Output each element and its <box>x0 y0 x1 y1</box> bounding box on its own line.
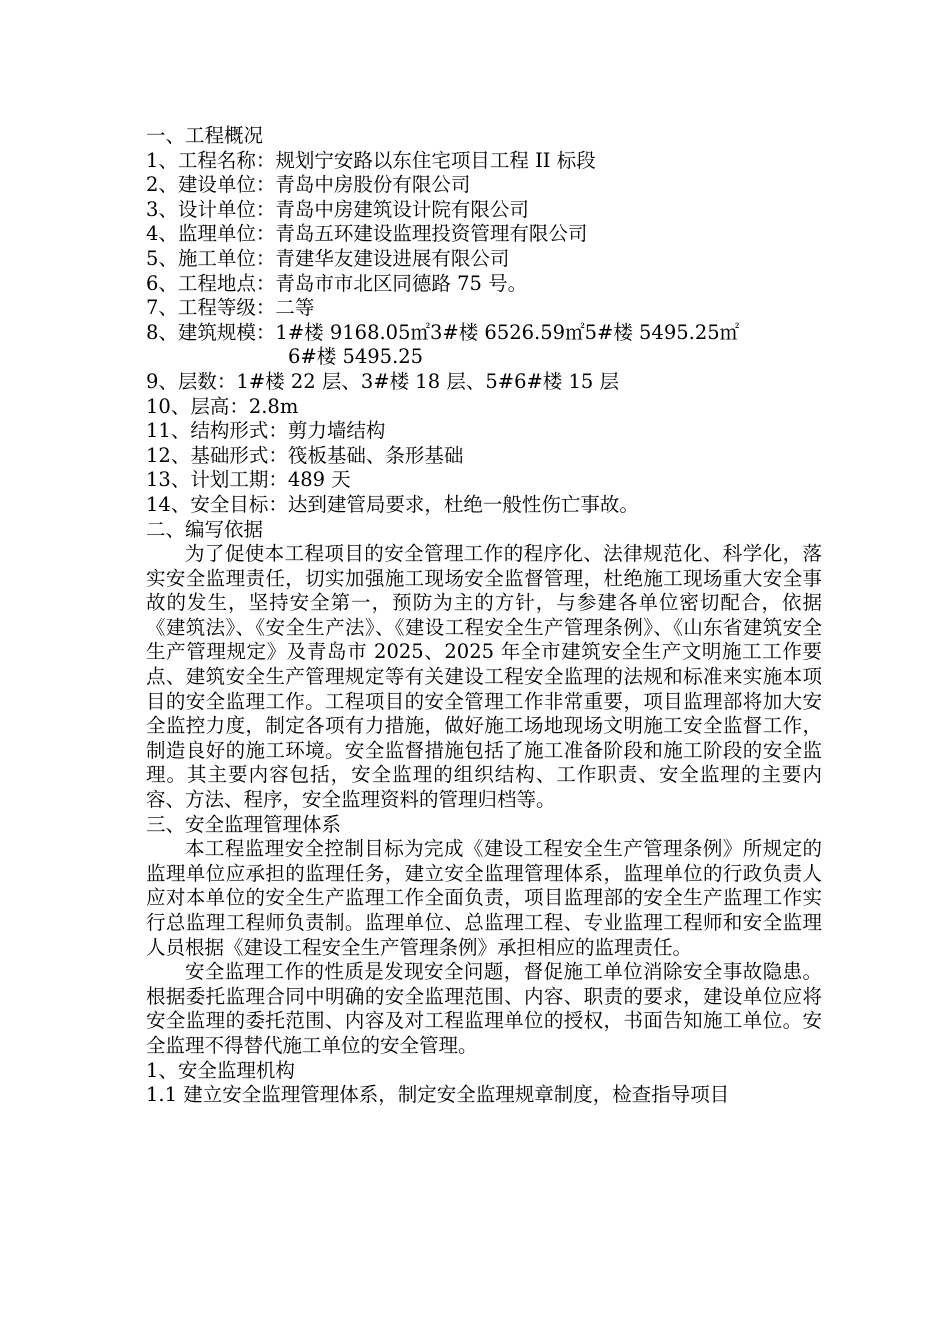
overview-item-10: 10、层高：2.8m <box>146 394 299 418</box>
overview-item-12: 12、基础形式：筏板基础、条形基础 <box>146 443 464 467</box>
safety-system-paragraph-1: 本工程监理安全控制目标为完成《建设工程安全生产管理条例》所规定的监理单位应承担的监理任务，建立安全监理管理体系，监理单位的行政负责人应对本单位的安全生产监理工作全面负责，项目监理部的安全生产监理工作实行总监理工程师负责制。监理单位、总监理工程、专业监理工程师和安全监理人员根据《建设工程安全生产管理条例》承担相应的监理责任。 <box>146 837 822 959</box>
overview-item-11: 11、结构形式：剪力墙结构 <box>146 419 386 443</box>
document-page <box>146 124 822 1108</box>
overview-item-6: 6、工程地点：青岛市市北区同德路 75 号。 <box>146 271 528 295</box>
overview-item-1: 1、工程名称：规划宁安路以东住宅项目工程 II 标段 <box>146 148 596 172</box>
section-heading-safety-system: 三、安全监理管理体系 <box>146 812 342 836</box>
basis-paragraph: 为了促使本工程项目的安全管理工作的程序化、法律规范化、科学化，落实安全监理责任，切实加强施工现场安全监督管理，杜绝施工现场重大安全事故的发生，坚持安全第一，预防为主的方针，与参建各单位密切配合，依据《建筑法》、《安全生产法》、《建设工程安全生产管理条例》、《山东省建筑安全生产管理规定》及青岛市 2025、2025 年全市建筑安全生产文明施工工作要点、建筑安全生产管理规定等有关建设工程安全监理的法规和标准来实施本项目的安全监理工作。工程项目的安全管理工作非常重要，项目监理部将加大安全监控力度，制定各项有力措施，做好施工场地现场文明施工安全监督工作，制造良好的施工环境。安全监督措施包括了施工准备阶段和施工阶段的安全监理。其主要内容包括，安全监理的组织结构、工作职责、安全监理的主要内容、方法、程序，安全监理资料的管理归档等。 <box>146 542 822 812</box>
overview-item-3: 3、设计单位：青岛中房建筑设计院有限公司 <box>146 197 529 221</box>
overview-item-7: 7、工程等级：二等 <box>146 296 315 320</box>
subheading-safety-organization: 1、安全监理机构 <box>146 1058 295 1082</box>
section-heading-basis: 二、编写依据 <box>146 517 264 541</box>
overview-item-9: 9、层数：1#楼 22 层、3#楼 18 层、5#6#楼 15 层 <box>146 369 620 393</box>
overview-item-14: 14、安全目标：达到建管局要求，杜绝一般性伤亡事故。 <box>146 492 639 516</box>
section-heading-overview: 一、工程概况 <box>146 124 264 147</box>
item-1-1: 1.1 建立安全监理管理体系，制定安全监理规章制度，检查指导项目 <box>146 1083 730 1107</box>
overview-item-4: 4、监理单位：青岛五环建设监理投资管理有限公司 <box>146 222 588 246</box>
overview-item-2: 2、建设单位：青岛中房股份有限公司 <box>146 173 471 197</box>
overview-item-5: 5、施工单位：青建华友建设进展有限公司 <box>146 246 510 270</box>
safety-system-paragraph-2: 安全监理工作的性质是发现安全问题，督促施工单位消除安全事故隐患。根据委托监理合同中明确的安全监理范围、内容、职责的要求，建设单位应将安全监理的委托范围、内容及对工程监理单位的授权，书面告知施工单位。安全监理不得替代施工单位的安全管理。 <box>146 960 822 1057</box>
overview-item-8: 8、建筑规模：1#楼 9168.05㎡3#楼 6526.59㎡5#楼 5495.25㎡ <box>146 320 740 344</box>
overview-item-13: 13、计划工期：489 天 <box>146 468 351 492</box>
overview-item-8-continued: 6#楼 5495.25 <box>288 345 424 369</box>
